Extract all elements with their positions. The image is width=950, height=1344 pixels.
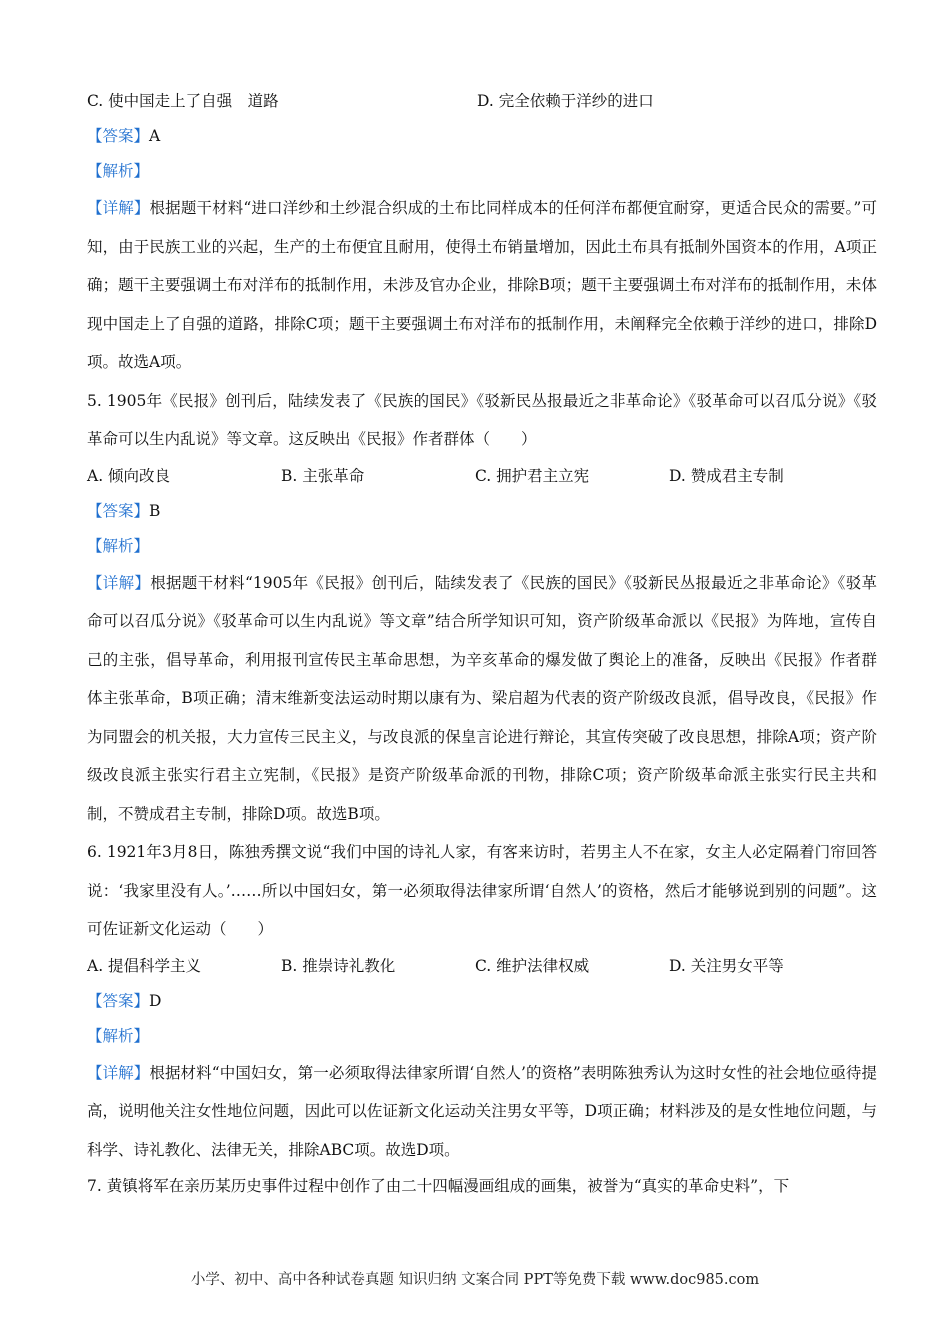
q5-option-b[interactable]: B. 主张革命 [281,466,365,485]
analysis-tag: 【解析】 [87,162,150,180]
q5-stem: 5. 1905年《民报》创刊后，陆续发表了《民族的国民》《驳新民丛报最近之非革命论》《驳革命可以召瓜分说》《驳革命可以生内乱说》等文章。这反映出《民报》作者群体（ ） [87,391,877,448]
q5-answer [87,494,877,529]
q6-option-c[interactable]: C. 维护法律权威 [475,956,590,975]
answer-value: A [149,127,161,145]
detail-text: 根据题干材料“1905年《民报》创刊后，陆续发表了《民族的国民》《驳新民丛报最近之非革命论》《驳革命可以召瓜分说》《驳革命可以生内乱说》等文章”结合所学知识可知，资产阶级革命派以《民报》为阵地，宣传自己的主张，倡导革命，利用报刊宣传民主革命思想，为辛亥革命的爆发做了舆论上的准备，反映出《民报》作者群体主张革命，B项正确；清末维新变法运动时期以康有为、梁启超为代表的资产阶级改良派，倡导改良，《民报》作为同盟会的机关报，大力宣传三民主义，与改良派的保皇言论进行辩论，其宣传突破了改良思想，排除A项；资产阶级改良派主张实行君主立宪制，《民报》是资产阶级革命派的刊物，排除C项；资产阶级革命派主张实行民主共和制，不赞成君主专制，排除D项。故选B项。 [87,573,877,823]
q5-option-a[interactable]: A. 倾向改良 [87,466,171,485]
q6-option-a[interactable]: A. 提倡科学主义 [87,956,202,975]
page-content [87,84,877,1204]
q4-answer [87,119,877,154]
answer-tag: 【答案】 [87,991,150,1010]
q6-analysis [87,1019,877,1054]
q6-option-b[interactable]: B. 推崇诗礼教化 [281,956,396,975]
q6-options [87,949,877,984]
analysis-tag: 【解析】 [87,1026,150,1045]
q5-option-d[interactable]: D. 赞成君主专制 [669,466,784,485]
q6-stem: 6. 1921年3月8日，陈独秀撰文说“我们中国的诗礼人家，有客来访时，若男主人不在家，女主人必定隔着门帘回答说：‘我家里没有人。’……所以中国妇女，第一必须取得法律家所谓‘自然人’的资格，然后才能够说到别的问题”。这可佐证新文化运动（ ） [87,843,877,938]
answer-tag: 【答案】 [87,501,150,520]
answer-value: B [149,501,161,520]
q4-detail [87,189,877,382]
q4-options [87,84,877,119]
detail-tag: 【详解】 [87,573,151,592]
answer-value: D [149,991,162,1010]
q6-detail [87,1054,877,1170]
q5-analysis [87,529,877,564]
q6-answer [87,984,877,1019]
q4-option-c[interactable]: C. 使中国走上了自强 道路 [87,92,279,110]
detail-tag: 【详解】 [87,1063,150,1082]
page-footer: 小学、初中、高中各种试卷真题 知识归纳 文案合同 PPT等免费下载 www.doc985.com [190,1272,760,1288]
q6-option-d[interactable]: D. 关注男女平等 [669,956,784,975]
detail-text: 根据题干材料“进口洋纱和土纱混合织成的土布比同样成本的任何洋布都便宜耐穿，更适合民众的需要。”可知，由于民族工业的兴起，生产的土布便宜且耐用，使得土布销量增加，因此土布具有抵制外国资本的作用，A项正确；题干主要强调土布对洋布的抵制作用，未涉及官办企业，排除B项；题干主要强调土布对洋布的抵制作用，未体现中国走上了自强的道路，排除C项；题干主要强调土布对洋布的抵制作用，未阐释完全依赖于洋纱的进口，排除D项。故选A项。 [87,199,877,371]
detail-tag: 【详解】 [87,199,150,217]
q4-option-d[interactable]: D. 完全依赖于洋纱的进口 [477,92,654,110]
q7-stem: 7. 黄镇将军在亲历某历史事件过程中创作了由二十四幅漫画组成的画集，被誉为“真实的革命史料”，下 [87,1177,790,1195]
q4-analysis [87,154,877,189]
answer-tag: 【答案】 [87,127,150,145]
q5-options [87,459,877,494]
q5-detail [87,564,877,834]
analysis-tag: 【解析】 [87,536,150,555]
q5-option-c[interactable]: C. 拥护君主立宪 [475,466,590,485]
detail-text: 根据材料“中国妇女，第一必须取得法律家所谓‘自然人’的资格”表明陈独秀认为这时女性的社会地位亟待提高，说明他关注女性地位问题，因此可以佐证新文化运动关注男女平等，D项正确；材料涉及的是女性地位问题，与科学、诗礼教化、法律无关，排除ABC项。故选D项。 [87,1063,877,1159]
